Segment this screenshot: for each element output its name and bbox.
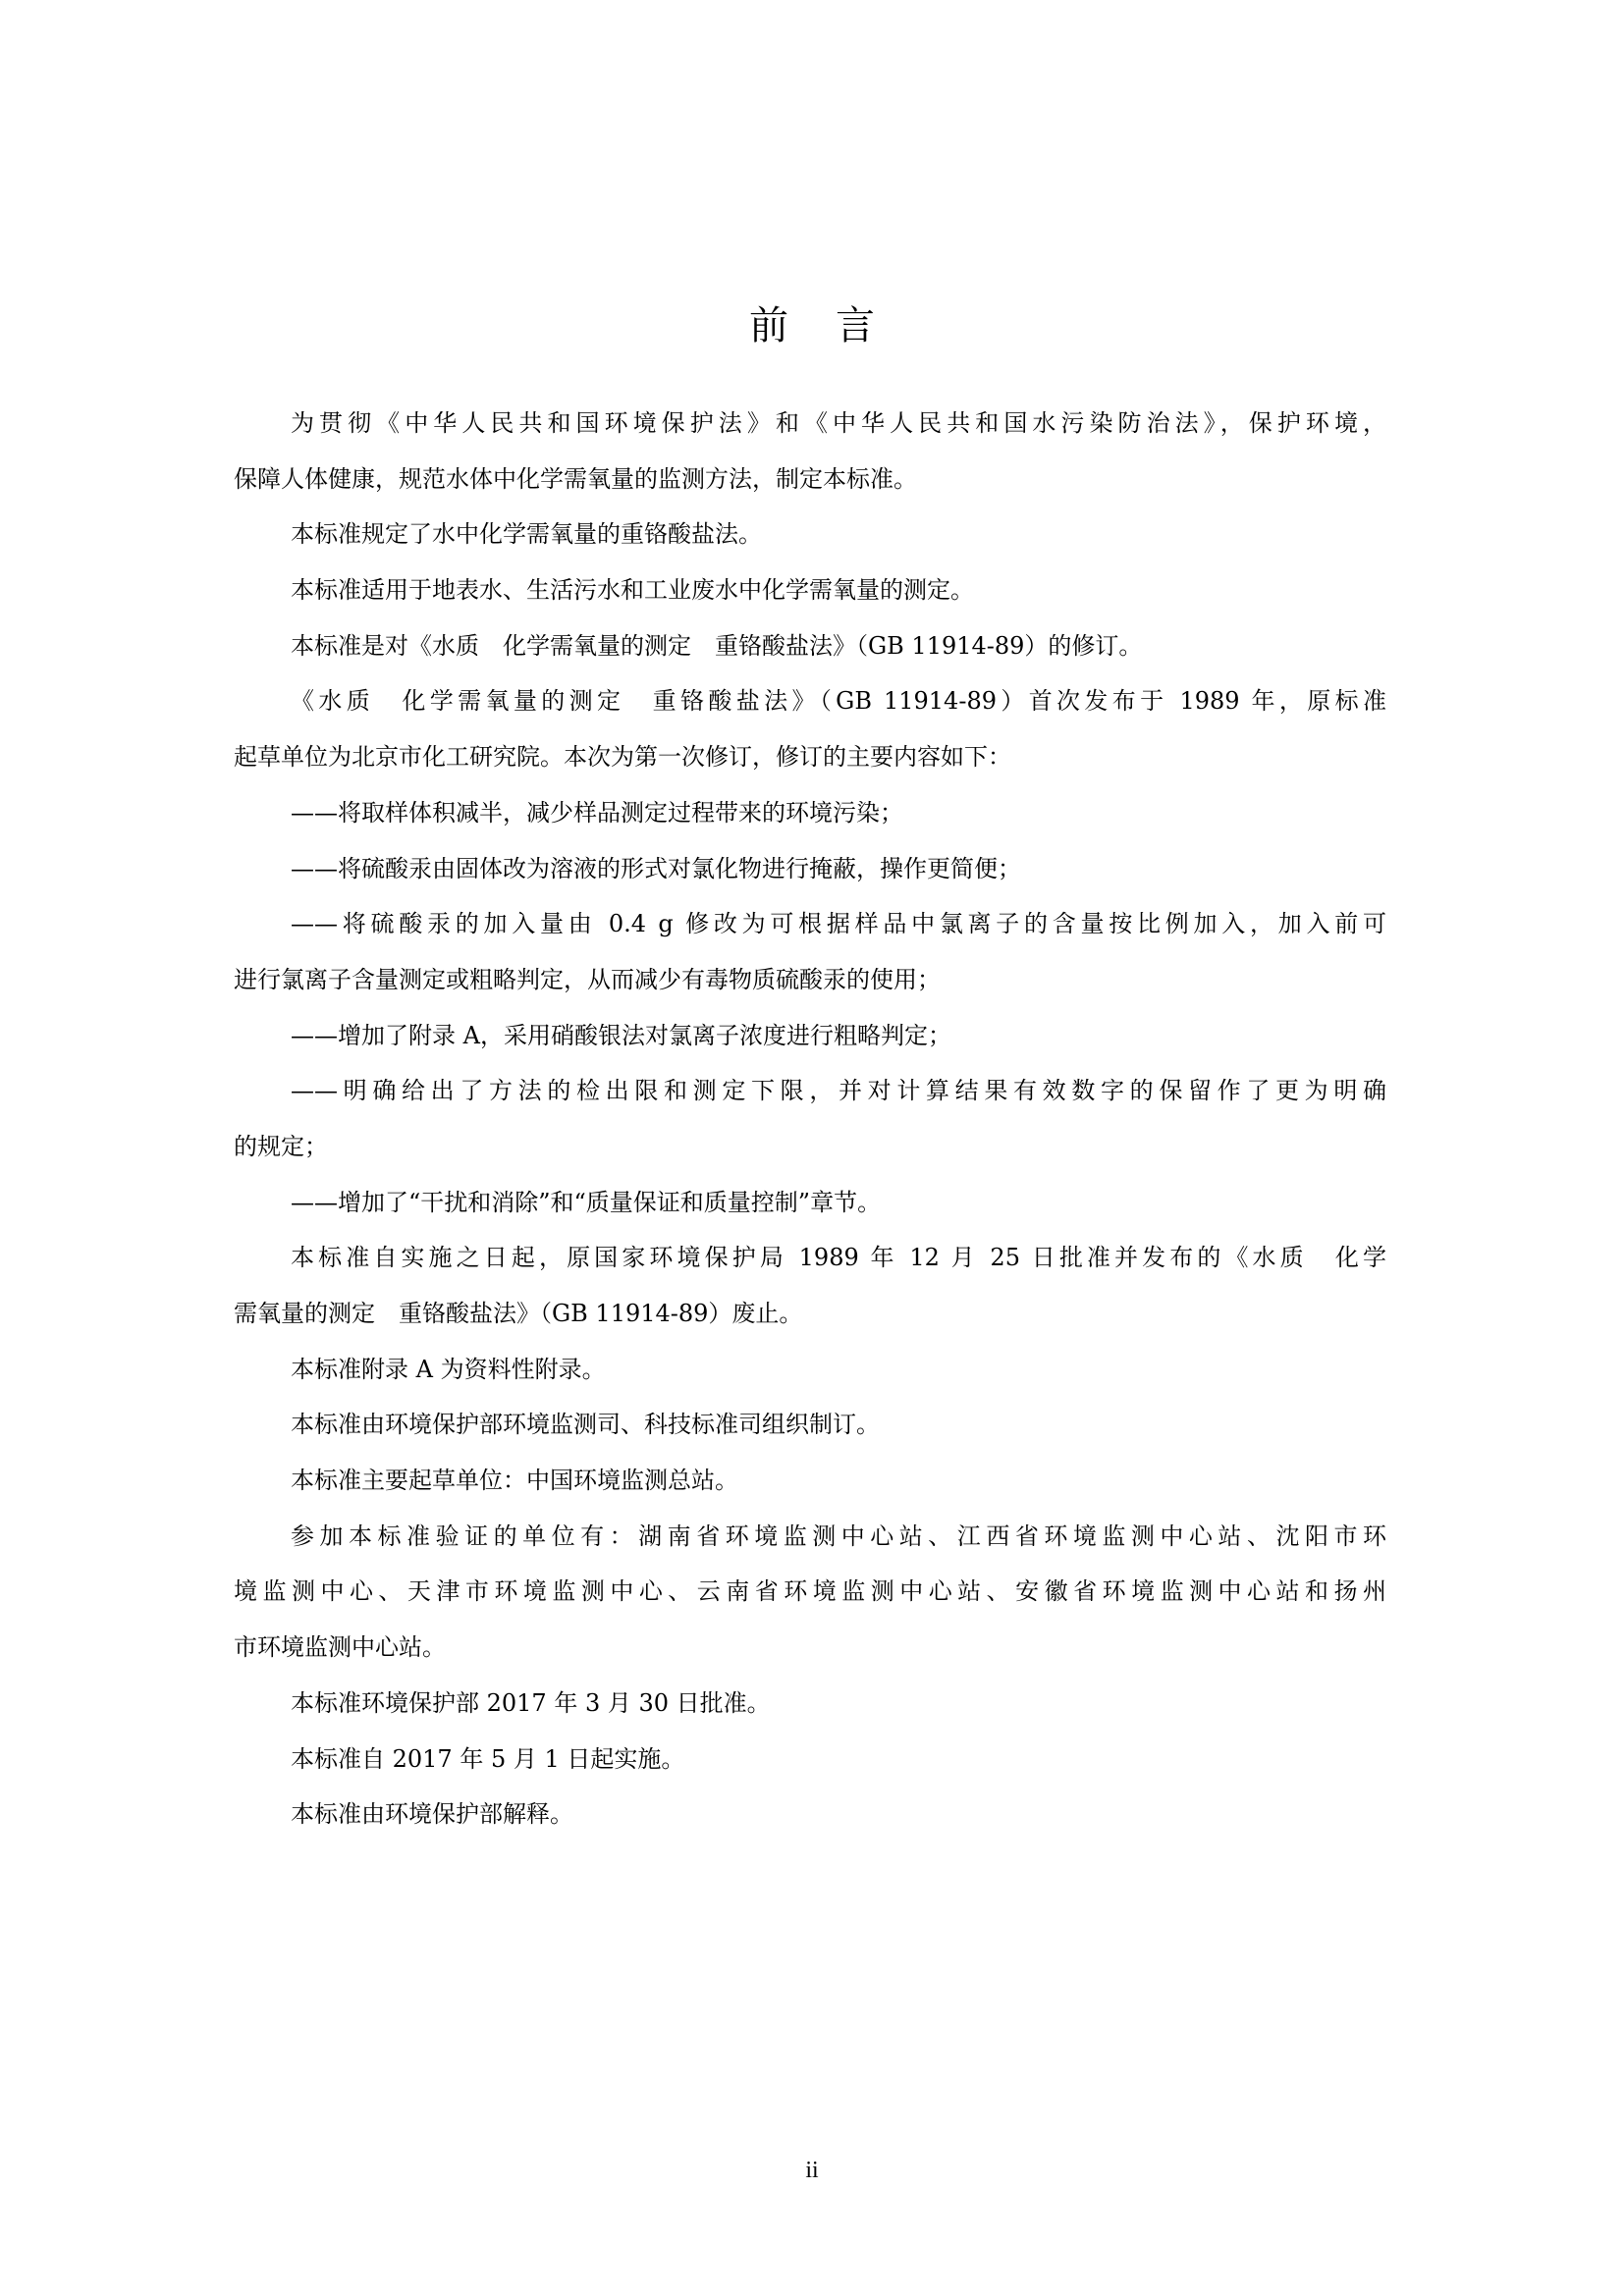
paragraph-abolish — [234, 1230, 1386, 1341]
list-item-line: ——明确给出了方法的检出限和测定下限，并对计算结果有效数字的保留作了更为明确 — [291, 1077, 1386, 1105]
list-item-line: ——将硫酸汞由固体改为溶液的形式对氯化物进行掩蔽，操作更简便； — [291, 854, 1021, 882]
revision-item-6 — [234, 1175, 1386, 1231]
paragraph-revision-of — [234, 618, 1386, 674]
paragraph-line: 保障人体健康，规范水体中化学需氧量的监测方法，制定本标准。 — [234, 464, 917, 493]
paragraph-line: 本标准适用于地表水、生活污水和工业废水中化学需氧量的测定。 — [291, 576, 974, 605]
paragraph-line: 本标准规定了水中化学需氧量的重铬酸盐法。 — [291, 520, 762, 549]
paragraph-drafter — [234, 1453, 1386, 1509]
paragraph-validators — [234, 1509, 1386, 1676]
paragraph-line: 本标准由环境保护部解释。 — [291, 1800, 573, 1829]
paragraph-line: 本标准附录 A 为资料性附录。 — [291, 1355, 606, 1383]
revision-item-3 — [234, 896, 1386, 1007]
title-char-1: 前 — [749, 303, 788, 348]
list-item-line: ——将硫酸汞的加入量由 0.4 g 修改为可根据样品中氯离子的含量按比例加入，加入前可 — [291, 910, 1386, 938]
paragraph-applicability — [234, 562, 1386, 618]
list-item-line: ——将取样体积减半，减少样品测定过程带来的环境污染； — [291, 798, 903, 827]
paragraph-line: 本标准自 2017 年 5 月 1 日起实施。 — [291, 1744, 685, 1773]
paragraph-appendix — [234, 1342, 1386, 1398]
revision-item-5 — [234, 1063, 1386, 1174]
paragraph-line: 参加本标准验证的单位有：湖南省环境监测中心站、江西省环境监测中心站、沈阳市环 — [291, 1522, 1386, 1550]
revision-item-1 — [234, 785, 1386, 841]
paragraph-effective-date — [234, 1732, 1386, 1788]
page-number: ii — [805, 2158, 819, 2183]
paragraph-line: 境监测中心、天津市环境监测中心、云南省环境监测中心站、安徽省环境监测中心站和扬州 — [234, 1577, 1386, 1606]
paragraph-line: 为贯彻《中华人民共和国环境保护法》和《中华人民共和国水污染防治法》，保护环境， — [291, 409, 1386, 437]
paragraph-approval-date — [234, 1676, 1386, 1732]
paragraph-organizer — [234, 1397, 1386, 1453]
title-char-2: 言 — [836, 303, 875, 348]
list-item-line: 进行氯离子含量测定或粗略判定，从而减少有毒物质硫酸汞的使用； — [234, 965, 941, 993]
list-item-line: ——增加了“干扰和消除”和“质量保证和质量控制”章节。 — [291, 1188, 882, 1216]
paragraph-line: 起草单位为北京市化工研究院。本次为第一次修订，修订的主要内容如下： — [234, 743, 1011, 772]
page-title — [0, 299, 1624, 352]
revision-item-2 — [234, 841, 1386, 897]
paragraph-line: 《水质 化学需氧量的测定 重铬酸盐法》（GB 11914-89）首次发布于 1989 年，原标准 — [291, 687, 1386, 716]
paragraph-line: 本标准主要起草单位：中国环境监测总站。 — [291, 1467, 738, 1495]
paragraph-scope-method — [234, 507, 1386, 562]
paragraph-line: 本标准自实施之日起，原国家环境保护局 1989 年 12 月 25 日批准并发布的《水质 化学 — [291, 1244, 1386, 1272]
paragraph-line: 本标准由环境保护部环境监测司、科技标准司组织制订。 — [291, 1411, 880, 1439]
paragraph-interpretation — [234, 1787, 1386, 1842]
paragraph-history — [234, 673, 1386, 784]
list-item-line: ——增加了附录 A，采用硝酸银法对氯离子浓度进行粗略判定； — [291, 1021, 951, 1049]
paragraph-line: 市环境监测中心站。 — [234, 1633, 446, 1662]
paragraph-line: 本标准是对《水质 化学需氧量的测定 重铬酸盐法》（GB 11914-89）的修订。 — [291, 631, 1143, 660]
paragraph-line: 需氧量的测定 重铬酸盐法》（GB 11914-89）废止。 — [234, 1300, 803, 1327]
foreword-body — [234, 396, 1386, 1842]
list-item-line: 的规定； — [234, 1132, 328, 1160]
paragraph-line: 本标准环境保护部 2017 年 3 月 30 日批准。 — [291, 1688, 771, 1717]
paragraph-legal-basis — [234, 396, 1386, 507]
revision-item-4 — [234, 1008, 1386, 1064]
